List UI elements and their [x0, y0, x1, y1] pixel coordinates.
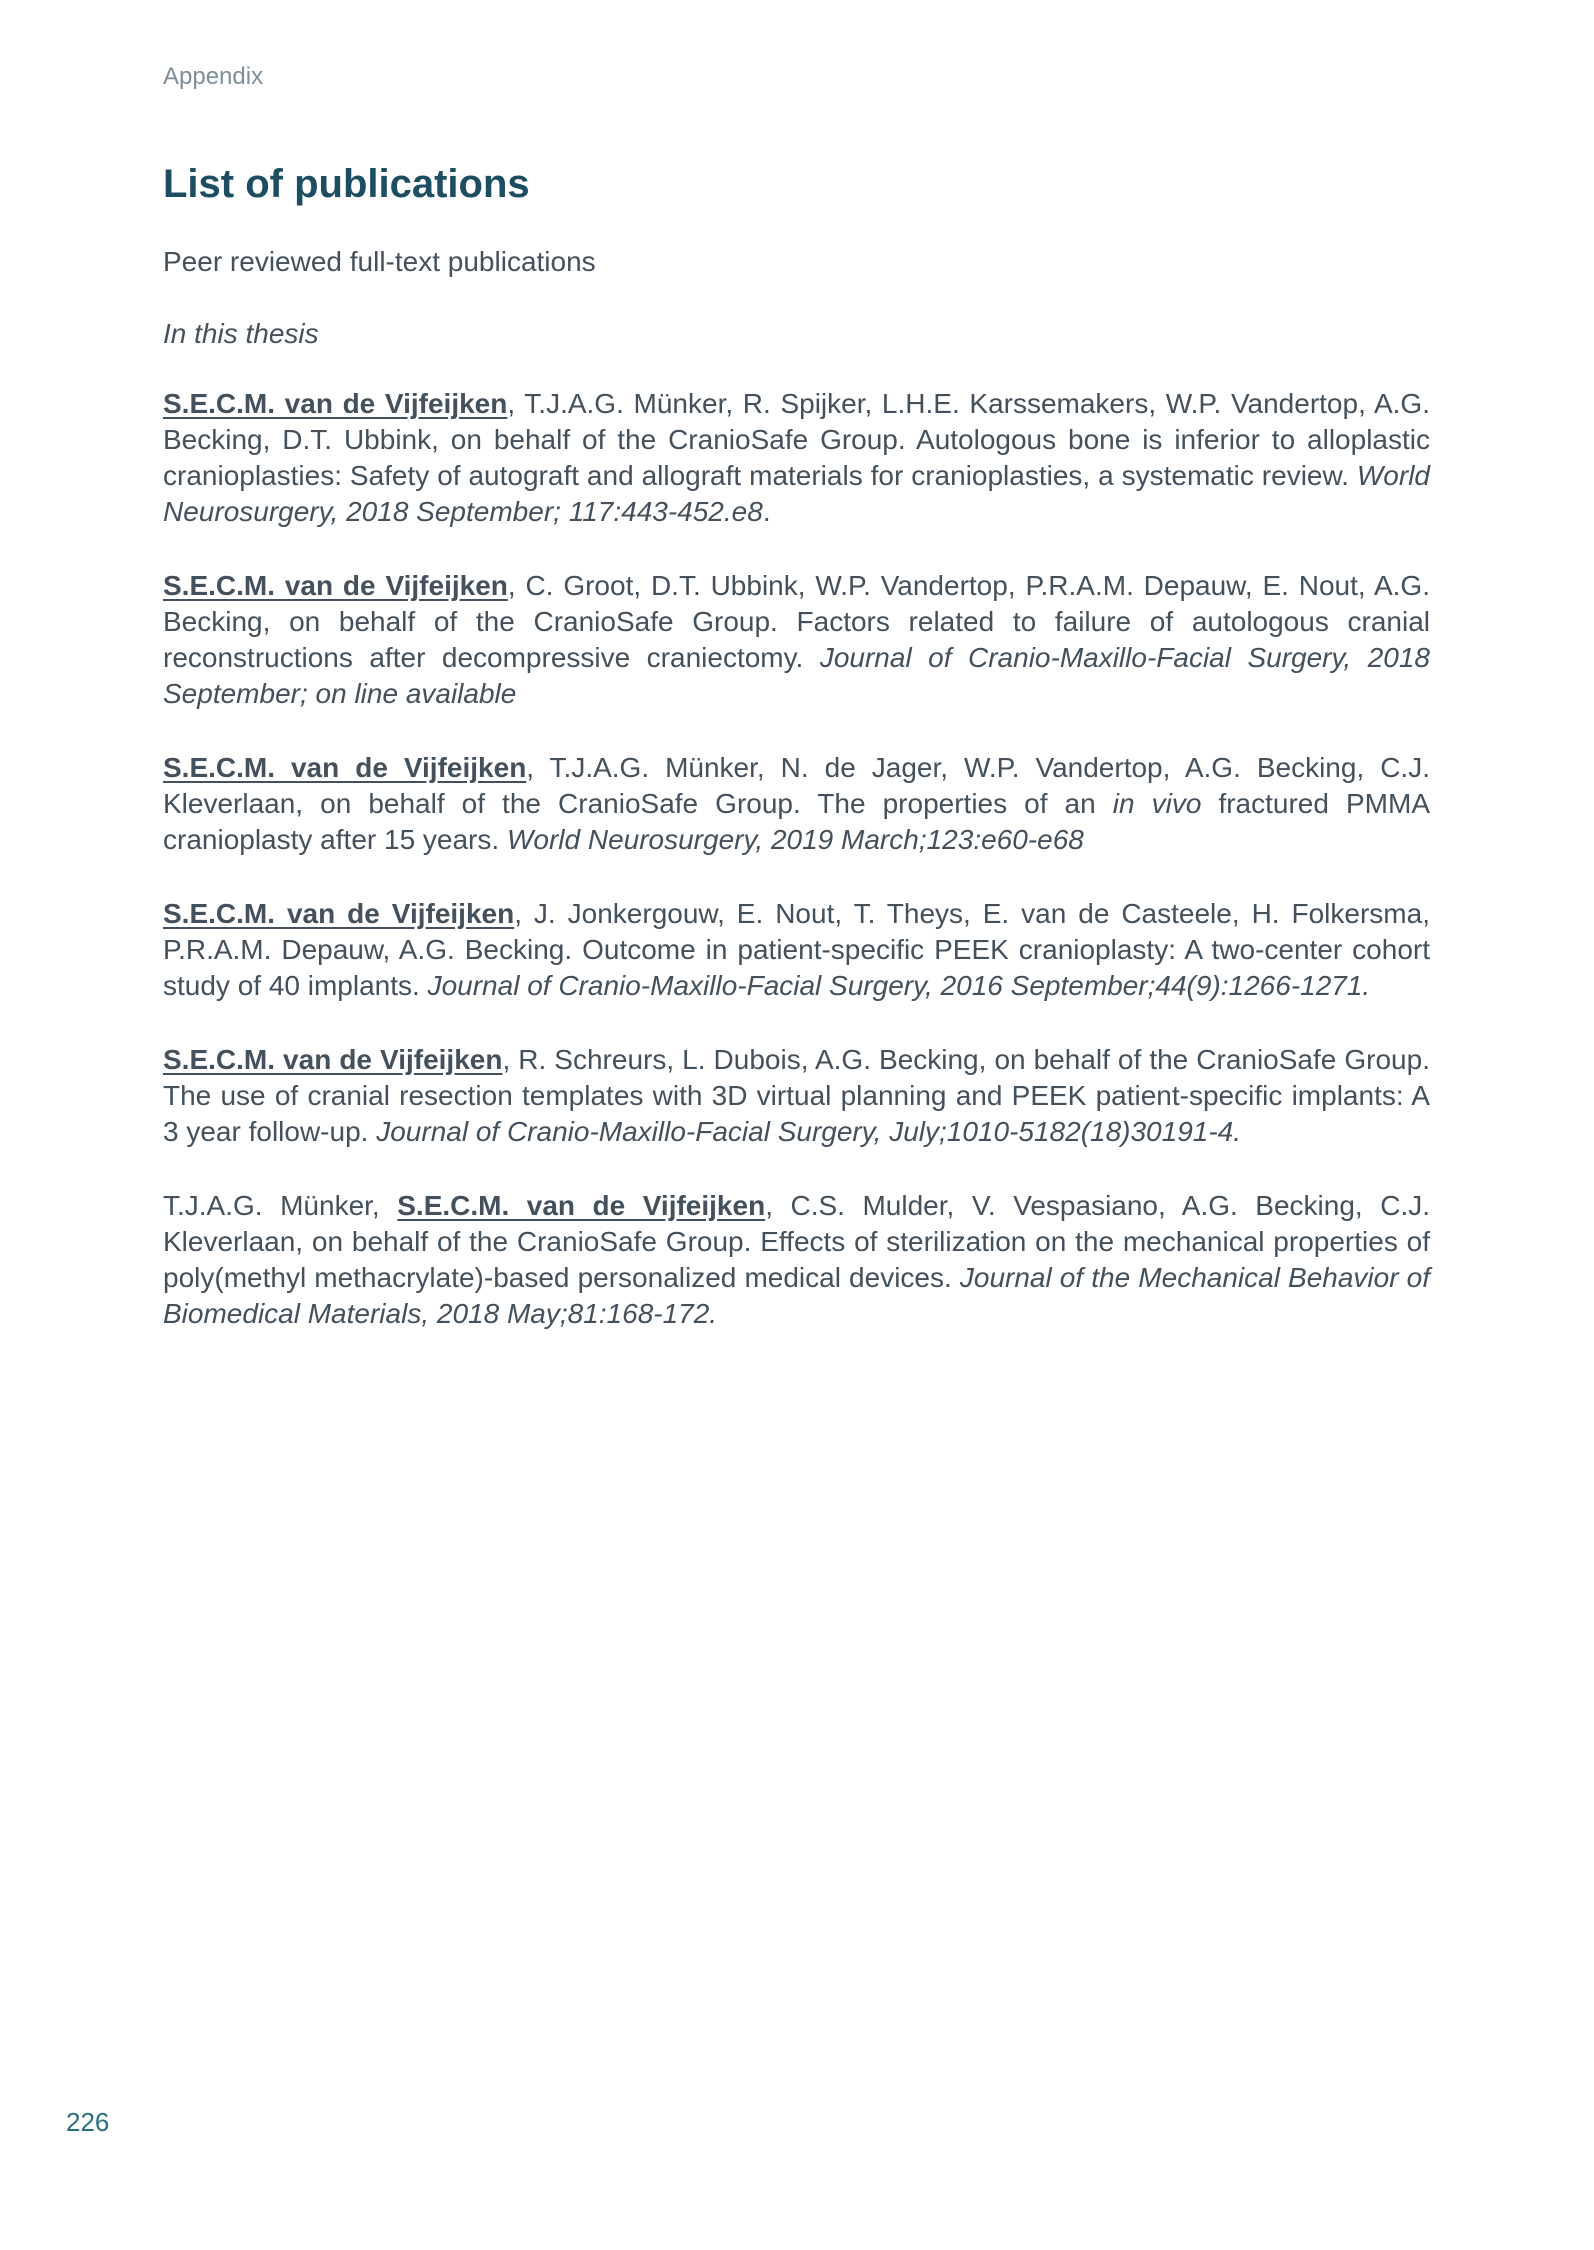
- publication-text: , C.S. Mulder, V. Vespasiano, A.G. Becking, C.J. Kleverlaan, on behalf of the CranioSafe Group. Effects of sterilization on the mechanical properties of poly(methyl methacrylate)-based personalized medical devices.: [163, 1190, 1431, 1293]
- publication-text: , T.J.A.G. Münker, R. Spijker, L.H.E. Karssemakers, W.P. Vandertop, A.G. Becking, D.T. Ubbink, on behalf of the CranioSafe Group. Autologous bone is inferior to alloplastic cranioplasties: Safety of autograft and allograft materials for cranioplasties, a systematic review.: [163, 388, 1430, 491]
- publications-list: [163, 386, 1430, 1332]
- publication-text: , C. Groot, D.T. Ubbink, W.P. Vandertop, P.R.A.M. Depauw, E. Nout, A.G. Becking, on behalf of the CranioSafe Group. Factors related to failure of autologous cranial reconstructions after decompressive craniectomy.: [163, 570, 1430, 673]
- publication-text: fractured PMMA cranioplasty after 15 years.: [163, 788, 1430, 855]
- journal-reference: World Neurosurgery, 2018 September; 117:443-452.e8: [163, 460, 1430, 527]
- author-name: S.E.C.M. van de Vijfeijken: [163, 1044, 503, 1075]
- publication-entry: [163, 750, 1430, 858]
- author-name: S.E.C.M. van de Vijfeijken: [163, 570, 508, 601]
- author-name: S.E.C.M. van de Vijfeijken: [397, 1190, 766, 1221]
- journal-reference: Journal of the Mechanical Behavior of Biomedical Materials, 2018 May;81:168-172.: [163, 1262, 1430, 1329]
- journal-reference: Journal of Cranio-Maxillo-Facial Surgery, 2016 September;44(9):1266-1271.: [427, 970, 1371, 1001]
- appendix-label: Appendix: [163, 63, 264, 90]
- journal-reference: in vivo: [1112, 788, 1202, 819]
- publication-entry: [163, 1042, 1430, 1150]
- publication-text: , T.J.A.G. Münker, N. de Jager, W.P. Vandertop, A.G. Becking, C.J. Kleverlaan, on behalf of the CranioSafe Group. The properties of an: [163, 752, 1430, 819]
- author-name: S.E.C.M. van de Vijfeijken: [163, 898, 515, 929]
- author-name: S.E.C.M. van de Vijfeijken: [163, 388, 508, 419]
- page-number: 226: [66, 2107, 110, 2137]
- journal-reference: Journal of Cranio-Maxillo-Facial Surgery, 2018 September; on line available: [163, 642, 1430, 709]
- section-label: In this thesis: [163, 318, 319, 349]
- subtitle: Peer reviewed full-text publications: [163, 246, 596, 277]
- author-name: S.E.C.M. van de Vijfeijken: [163, 752, 527, 783]
- publication-text: , J. Jonkergouw, E. Nout, T. Theys, E. van de Casteele, H. Folkersma, P.R.A.M. Depauw, A.G. Becking. Outcome in patient-specific PEEK cranioplasty: A two-center cohort study of 40 implants.: [163, 898, 1430, 1001]
- publication-entry: [163, 1188, 1430, 1332]
- publication-entry: [163, 896, 1430, 1004]
- publication-text: , R. Schreurs, L. Dubois, A.G. Becking, on behalf of the CranioSafe Group. The use of cranial resection templates with 3D virtual planning and PEEK patient-specific implants: A 3 year follow-up.: [163, 1044, 1430, 1147]
- publication-text: .: [762, 496, 771, 527]
- publication-entry: [163, 568, 1430, 712]
- publication-entry: [163, 386, 1430, 530]
- page-title: List of publications: [163, 162, 530, 206]
- journal-reference: World Neurosurgery, 2019 March;123:e60-e68: [506, 824, 1084, 855]
- publication-text: T.J.A.G. Münker,: [163, 1190, 398, 1221]
- journal-reference: Journal of Cranio-Maxillo-Facial Surgery, July;1010-5182(18)30191-4.: [376, 1116, 1242, 1147]
